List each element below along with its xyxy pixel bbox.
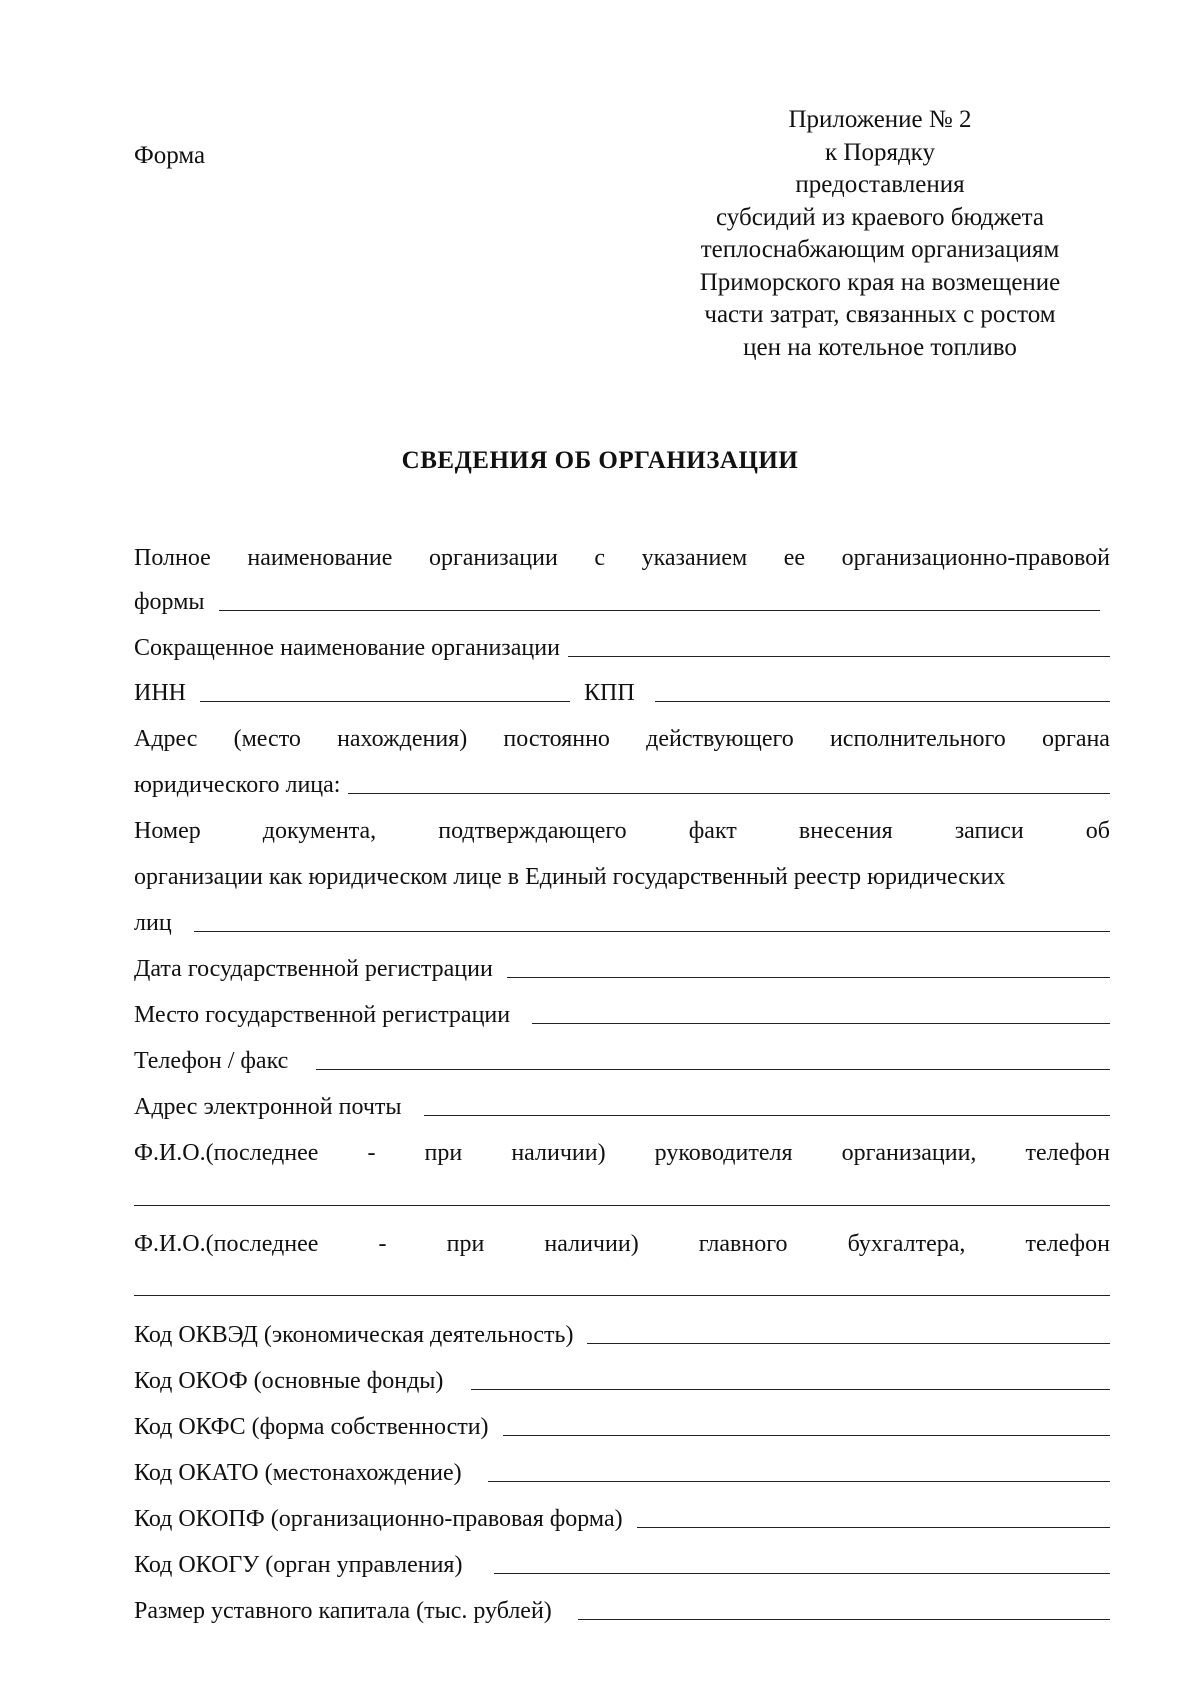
word: действующего (646, 726, 794, 752)
word: наличии) (544, 1231, 639, 1257)
appendix-line: субсидий из краевого бюджета (716, 203, 1044, 231)
director-field[interactable] (134, 1205, 1110, 1206)
address-field-row (134, 770, 1110, 800)
address-tail-label: юридического лица: (134, 772, 341, 798)
word: наименование (247, 545, 393, 571)
okof-row (134, 1366, 1110, 1396)
word: при (446, 1231, 485, 1257)
egrul-field-row (134, 908, 1110, 938)
appendix-block (655, 104, 1105, 364)
appendix-line: цен на котельное топливо (743, 333, 1017, 361)
word: Ф.И.О.(последнее (134, 1231, 319, 1257)
reg-place-field[interactable] (532, 1023, 1110, 1024)
director-label-row (134, 1138, 1110, 1168)
appendix-line: к Порядку (825, 138, 935, 166)
kpp-label: КПП (584, 680, 635, 706)
word: (место (233, 726, 301, 752)
okved-field[interactable] (587, 1343, 1110, 1344)
word: главного (698, 1231, 788, 1257)
okopf-label: Код ОКОПФ (организационно-правовая форма) (134, 1506, 623, 1532)
reg-place-row (134, 1000, 1110, 1030)
word: внесения (798, 818, 893, 844)
word: - (367, 1140, 376, 1166)
full-name-label-row (134, 543, 1110, 573)
okved-row (134, 1320, 1110, 1350)
okogu-row (134, 1550, 1110, 1580)
okogu-field[interactable] (494, 1573, 1110, 1574)
full-name-field[interactable] (219, 610, 1101, 611)
short-name-field[interactable] (568, 656, 1110, 657)
word: с (594, 545, 606, 571)
egrul-label-row-2 (134, 862, 1110, 892)
word: при (424, 1140, 463, 1166)
address-field[interactable] (348, 793, 1110, 794)
capital-field[interactable] (578, 1619, 1110, 1620)
okof-field[interactable] (471, 1389, 1110, 1390)
full-name-tail-label: формы (134, 589, 205, 615)
word: органа (1041, 726, 1110, 752)
word: руководителя (654, 1140, 793, 1166)
appendix-line: Приложение № 2 (788, 106, 972, 133)
word: Полное (134, 545, 211, 571)
word: документа, (262, 818, 377, 844)
word: постоянно (503, 726, 610, 752)
word: об (1085, 818, 1110, 844)
okfs-field[interactable] (503, 1435, 1110, 1436)
short-name-row (134, 633, 1110, 663)
reg-date-row (134, 954, 1110, 984)
egrul-line-2: организации как юридическом лице в Единый государственный реестр юридических (134, 864, 1006, 890)
word: указанием (641, 545, 748, 571)
appendix-line: Приморского края на возмещение (699, 268, 1061, 296)
okopf-row (134, 1504, 1110, 1534)
short-name-label: Сокращенное наименование организации (134, 635, 560, 661)
okato-field[interactable] (488, 1481, 1110, 1482)
word: телефон (1025, 1231, 1110, 1257)
address-label-row (134, 724, 1110, 754)
word: исполнительного (829, 726, 1006, 752)
word: наличии) (511, 1140, 606, 1166)
word: организации, (841, 1140, 977, 1166)
word: записи (954, 818, 1024, 844)
okved-label: Код ОКВЭД (экономическая деятельность) (134, 1322, 574, 1348)
word: телефон (1025, 1140, 1110, 1166)
okfs-label: Код ОКФС (форма собственности) (134, 1414, 489, 1440)
form-label: Форма (134, 142, 206, 169)
word: Номер (134, 818, 201, 844)
phone-row (134, 1046, 1110, 1076)
word: Ф.И.О.(последнее (134, 1140, 319, 1166)
word: бухгалтера, (847, 1231, 966, 1257)
reg-date-label: Дата государственной регистрации (134, 956, 493, 982)
egrul-tail-label: лиц (134, 910, 172, 936)
email-field[interactable] (424, 1115, 1110, 1116)
reg-date-field[interactable] (507, 977, 1110, 978)
word: Адрес (134, 726, 198, 752)
word: факт (688, 818, 737, 844)
word: ее (783, 545, 806, 571)
okfs-row (134, 1412, 1110, 1442)
kpp-field[interactable] (655, 701, 1110, 702)
egrul-label-row (134, 816, 1110, 846)
appendix-line: предоставления (795, 171, 965, 198)
okato-row (134, 1458, 1110, 1488)
phone-label: Телефон / факс (134, 1048, 289, 1074)
inn-kpp-row (134, 678, 1110, 708)
word: организации (428, 545, 558, 571)
word: - (378, 1231, 387, 1257)
full-name-field-row (134, 587, 1100, 617)
reg-place-label: Место государственной регистрации (134, 1002, 511, 1028)
okof-label: Код ОКОФ (основные фонды) (134, 1368, 444, 1394)
accountant-label-row (134, 1229, 1110, 1259)
appendix-line: части затрат, связанных с ростом (704, 301, 1056, 328)
egrul-field[interactable] (194, 931, 1110, 932)
word: организационно-правовой (841, 545, 1110, 571)
word: нахождения) (337, 726, 468, 752)
phone-field[interactable] (316, 1069, 1110, 1070)
accountant-field[interactable] (134, 1295, 1110, 1296)
okato-label: Код ОКАТО (местонахождение) (134, 1460, 462, 1486)
word: подтверждающего (438, 818, 627, 844)
capital-label: Размер уставного капитала (тыс. рублей) (134, 1598, 552, 1624)
okogu-label: Код ОКОГУ (орган управления) (134, 1552, 463, 1578)
appendix-line: теплоснабжающим организациям (700, 236, 1060, 263)
inn-label: ИНН (134, 680, 186, 706)
document-title: СВЕДЕНИЯ ОБ ОРГАНИЗАЦИИ (401, 447, 799, 474)
okopf-field[interactable] (637, 1527, 1110, 1528)
capital-row (134, 1596, 1110, 1626)
email-label: Адрес электронной почты (134, 1094, 402, 1120)
inn-field[interactable] (200, 701, 570, 702)
email-row (134, 1092, 1110, 1122)
